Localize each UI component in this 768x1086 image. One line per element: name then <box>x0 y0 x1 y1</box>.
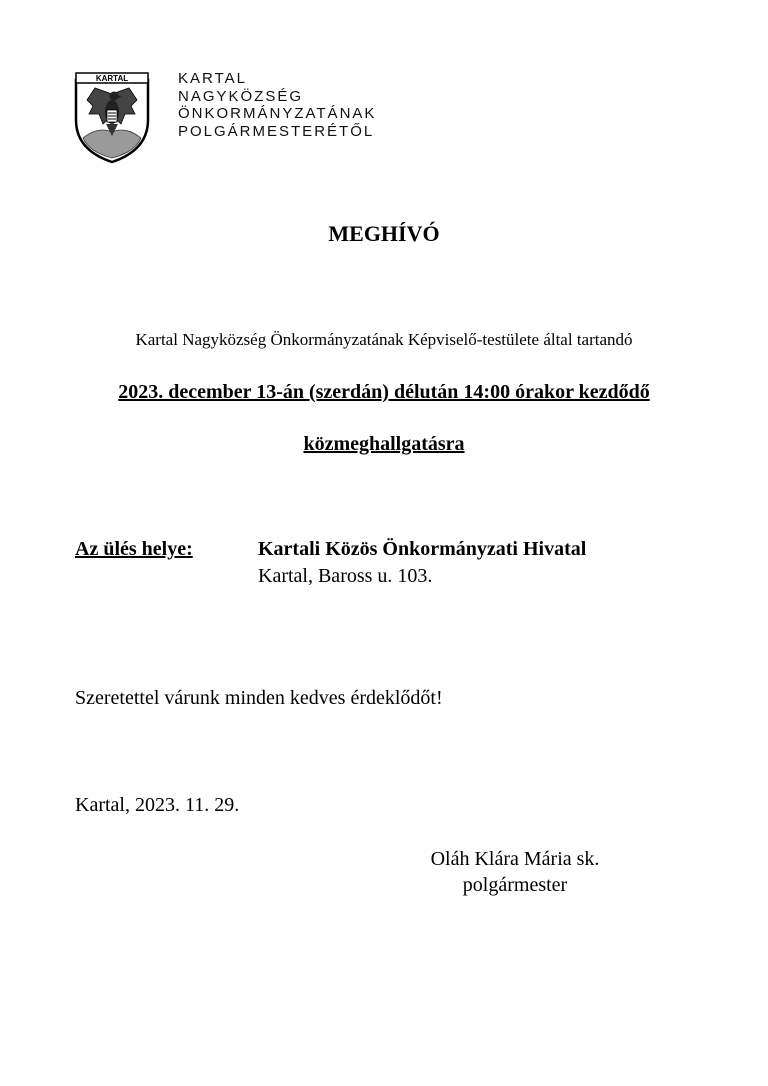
event-date-line: 2023. december 13-án (szerdán) délután 14:00 órakor kezdődő <box>118 381 650 403</box>
venue-label: Az ülés helye: <box>75 538 193 560</box>
venue-name: Kartali Közös Önkormányzati Hivatal <box>258 538 587 560</box>
issuer-header <box>178 70 376 140</box>
venue-label-text: Az ülés helye <box>75 538 187 560</box>
place-and-date: Kartal, 2023. 11. 29. <box>75 794 240 816</box>
issuer-line-3: ÖNKORMÁNYZATÁNAK <box>178 105 377 122</box>
signer-name: Oláh Klára Mária sk. <box>430 848 600 870</box>
signature-block <box>380 846 650 898</box>
crest-label: KARTAL <box>95 74 129 83</box>
issuer-line-4: POLGÁRMESTERÉTŐL <box>178 122 375 140</box>
greeting-text: Szeretettel várunk minden kedves érdeklődőt! <box>75 687 443 709</box>
document-title: MEGHÍVÓ <box>328 221 440 246</box>
coat-of-arms-icon <box>73 70 151 164</box>
venue-address: Kartal, Baross u. 103. <box>258 565 433 587</box>
event-type-line: közmeghallgatásra <box>303 433 465 455</box>
intro-text: Kartal Nagyközség Önkormányzatának Képviselő-testülete által tartandó <box>135 330 633 349</box>
issuer-line-2: NAGYKÖZSÉG <box>178 87 304 105</box>
signer-title: polgármester <box>462 874 568 896</box>
issuer-line-1: KARTAL <box>178 70 247 87</box>
